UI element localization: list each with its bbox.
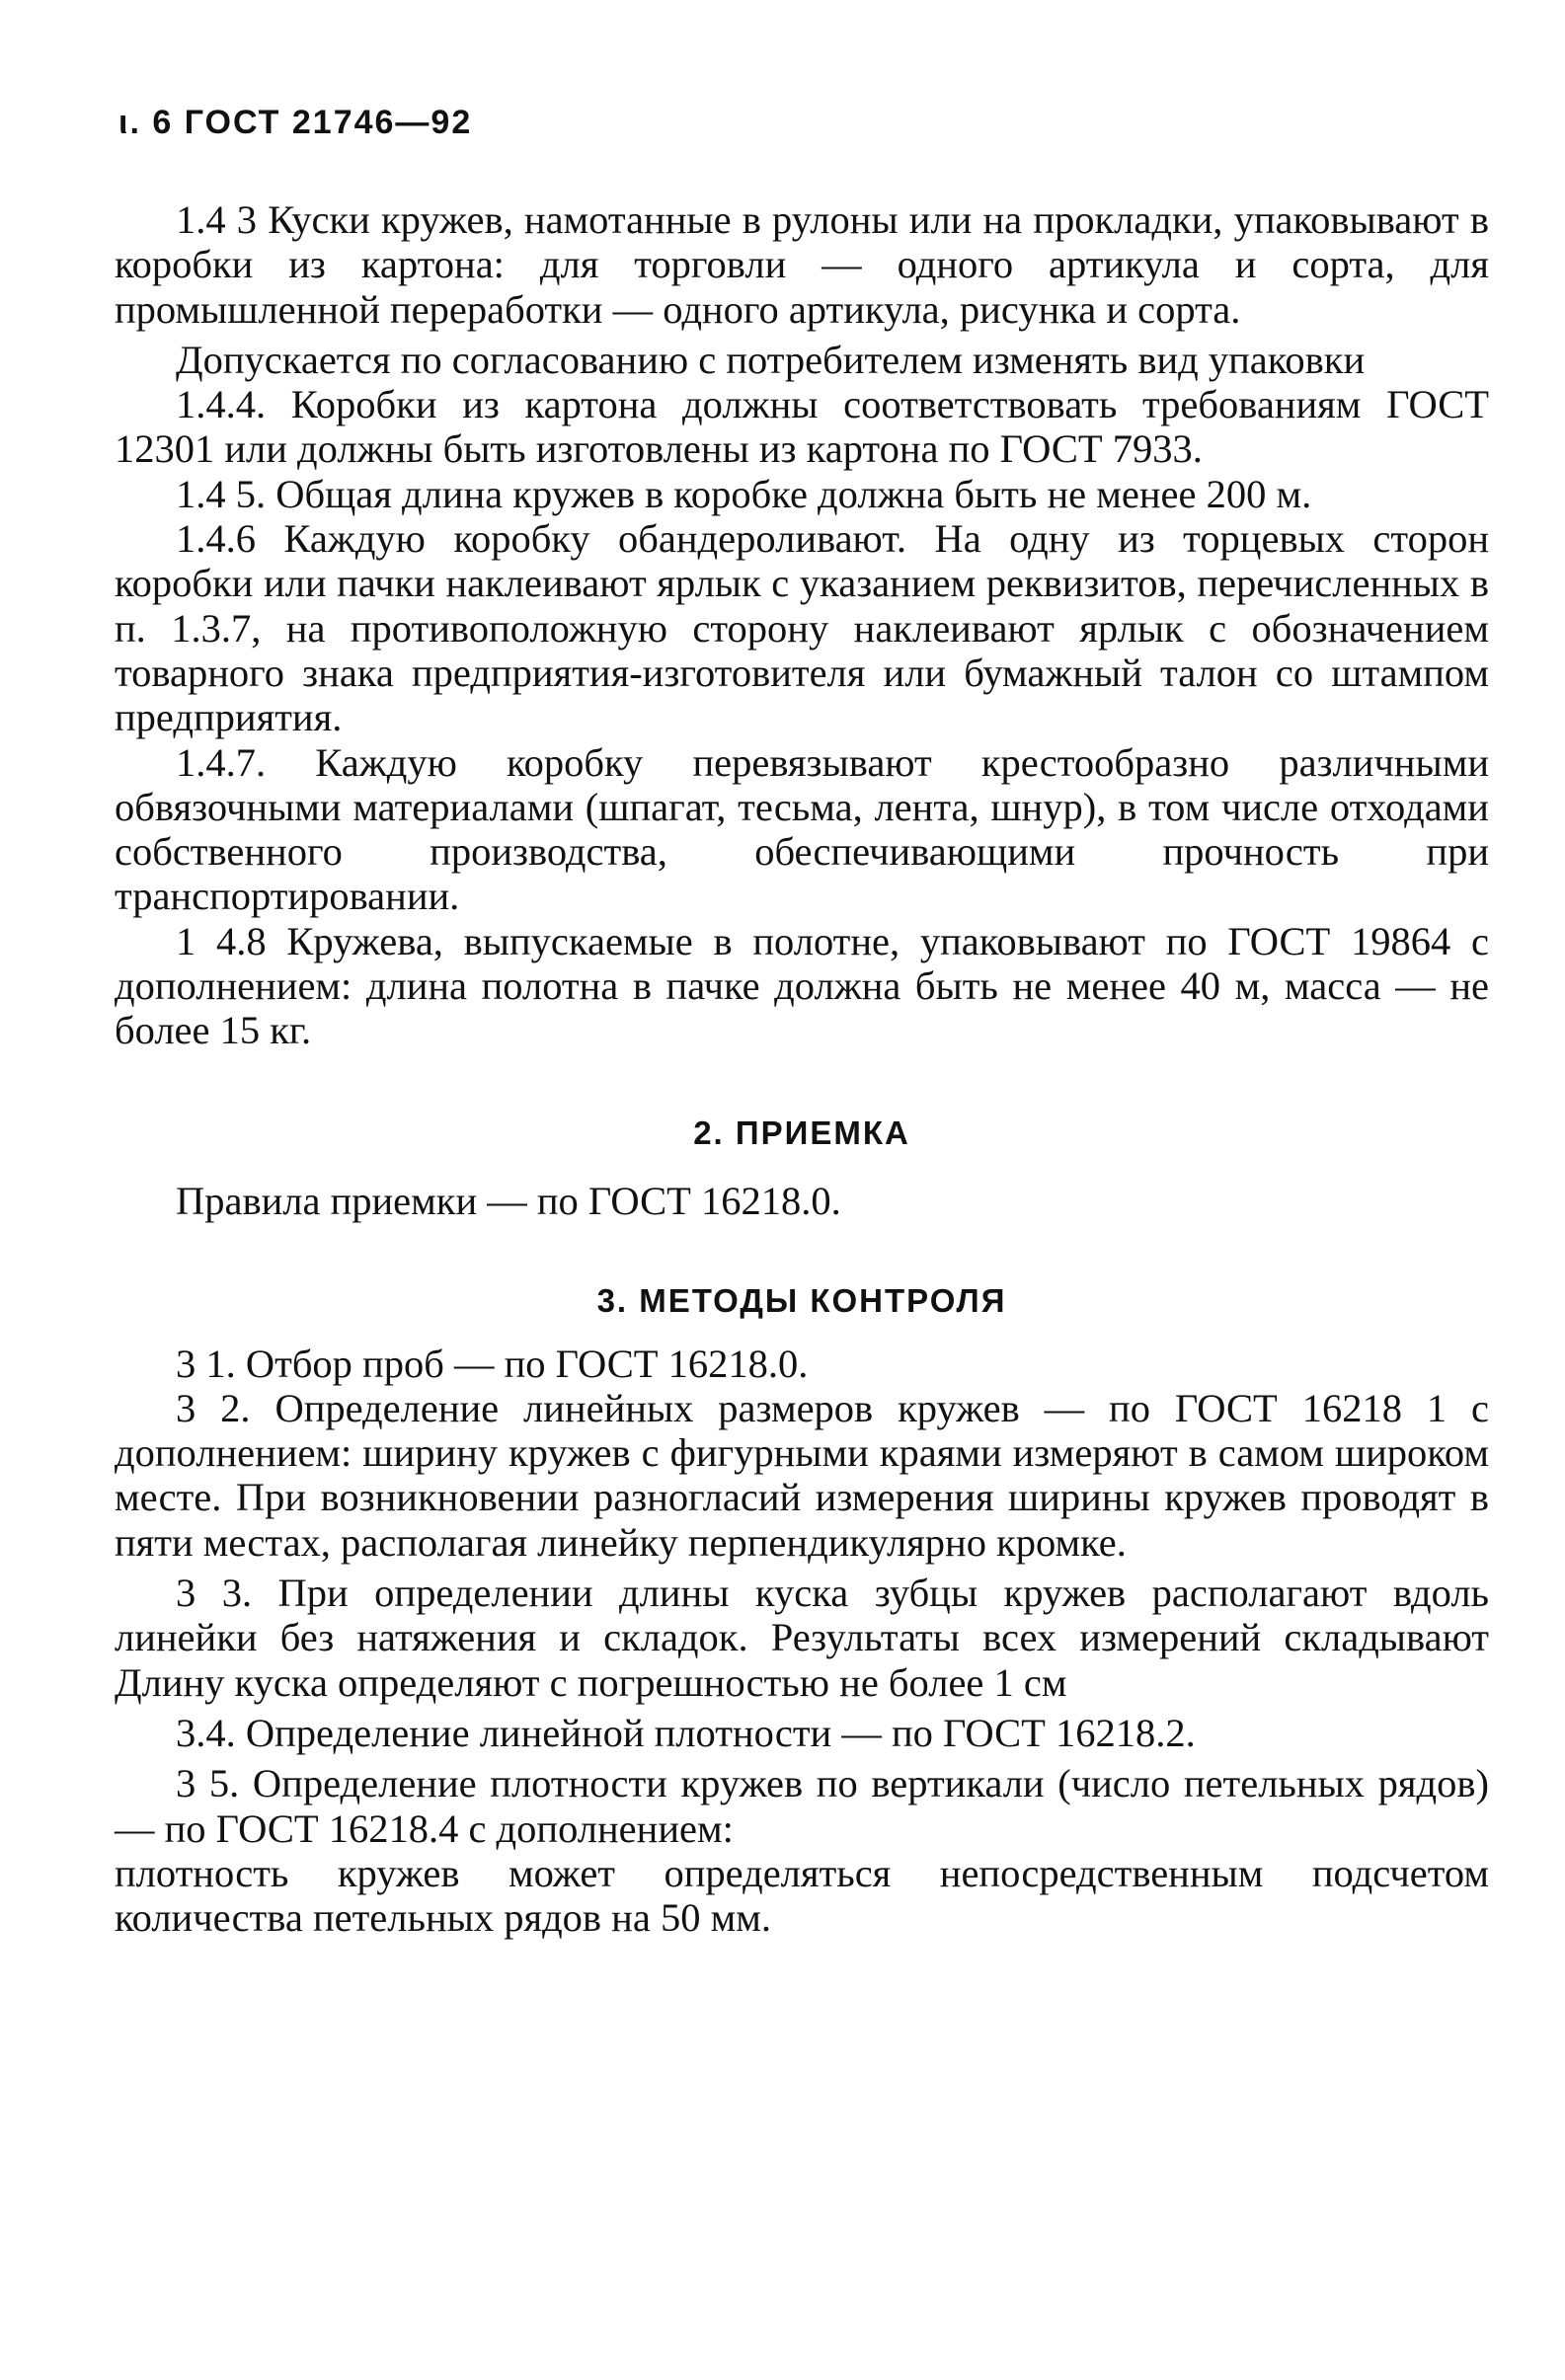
body-text (115, 197, 1489, 1940)
paragraph-acceptance-rules: Правила приемки — по ГОСТ 16218.0. (176, 1178, 841, 1223)
paragraph-1-4-4: 1.4.4. Коробки из картона должны соответствовать требованиям ГОСТ 12301 или должны быть изготовлены из картона по ГОСТ 7933. (115, 382, 1489, 472)
paragraph-3-3: 3 3. При определении длины куска зубцы кружев располагают вдоль линейки без натяжения и складок. Результаты всех измерений складывают Длину куска определяют с погрешностью не более 1 см (115, 1571, 1489, 1705)
paragraph-3-4: 3.4. Определение линейной плотности — по ГОСТ 16218.2. (176, 1710, 1196, 1755)
paragraph-1-4-6: 1.4.6 Каждую коробку обандероливают. На одну из торцевых сторон коробки или пачки наклеивают ярлык с указанием реквизитов, перечисленных в п. 1.3.7, на противоположную сторону наклеивают ярлык с обозначением товарного знака предприятия-изготовителя или бумажный талон со штампом предприятия. (115, 516, 1489, 740)
paragraph-1-4-3: 1.4 3 Куски кружев, намотанные в рулоны или на прокладки, упаковывают в коробки из картона: для торговли — одного артикула и сорта, для промышленной переработки — одного артикула, рисунка и сорта. (115, 197, 1489, 332)
paragraph-1-4-5: 1.4 5. Общая длина кружев в коробке должна быть не менее 200 м. (176, 471, 1312, 516)
paragraph-3-2: 3 2. Определение линейных размеров кружев — по ГОСТ 16218 1 с дополнением: ширину кружев с фигурными краями измеряют в самом широком месте. При возникновении разногласий измерения ширины кружев проводят в пяти местах, располагая линейку перпендикулярно кромке. (115, 1385, 1489, 1565)
running-head: ι. 6 ГОСТ 21746—92 (118, 104, 473, 141)
paragraph-density-note: плотность кружев может определяться непосредственным подсчетом количества петельных рядов на 50 мм. (115, 1850, 1489, 1941)
paragraph-1-4-8: 1 4.8 Кружева, выпускаемые в полотне, упаковывают по ГОСТ 19864 с дополнением: длина полотна в пачке должна быть не менее 40 м, масса — не более 15 кг. (115, 918, 1489, 1053)
section-heading-control-methods: 3. МЕТОДЫ КОНТРОЛЯ (596, 1282, 1007, 1320)
paragraph-3-1: 3 1. Отбор проб — по ГОСТ 16218.0. (176, 1341, 809, 1386)
section-heading-acceptance: 2. ПРИЕМКА (693, 1113, 910, 1151)
paragraph-3-5: 3 5. Определение плотности кружев по вертикали (число петельных рядов) — по ГОСТ 16218.4 с дополнением: (115, 1761, 1489, 1851)
paragraph-1-4-7: 1.4.7. Каждую коробку перевязывают крестообразно различными обвязочными материалами (шпагат, тесьма, лента, шнур), в том числе отходами собственного производства, обеспечивающими прочность при транспортировании. (115, 739, 1489, 919)
paragraph-packaging-note: Допускается по согласованию с потребителем изменять вид упаковки (176, 337, 1366, 382)
